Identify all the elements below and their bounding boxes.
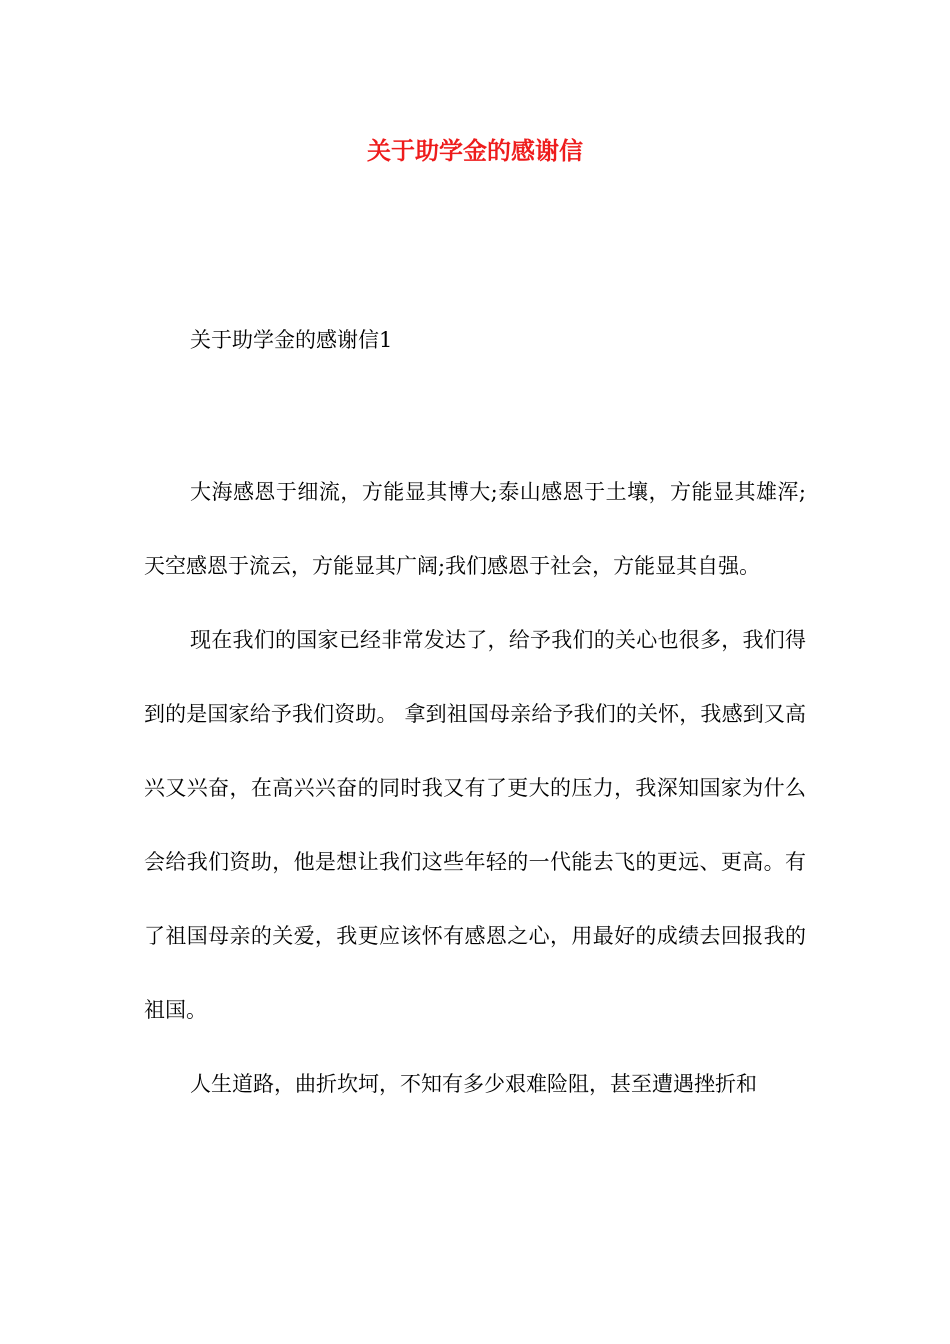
paragraph-2: 现在我们的国家已经非常发达了，给予我们的关心也很多，我们得到的是国家给予我们资助。 拿到祖国母亲给予我们的关怀，我感到又高兴又兴奋，在高兴兴奋的同时我又有了更大的压力，我深知国家为什么会给我们资助，他是想让我们这些年轻的一代能去飞的更远、更高。有了祖国母亲的关爱，我更应该怀有感恩之心，用最好的成绩去回报我的祖国。 [144,628,806,1022]
document-body [144,455,806,1121]
paragraph-1: 大海感恩于细流，方能显其博大;泰山感恩于土壤，方能显其雄浑;天空感恩于流云，方能显其广阔;我们感恩于社会，方能显其自强。 [144,480,806,578]
document-title: 关于助学金的感谢信 [367,136,583,165]
paragraph-3: 人生道路，曲折坎坷，不知有多少艰难险阻，甚至遭遇挫折和 [190,1072,757,1096]
section-heading: 关于助学金的感谢信1 [190,328,393,352]
